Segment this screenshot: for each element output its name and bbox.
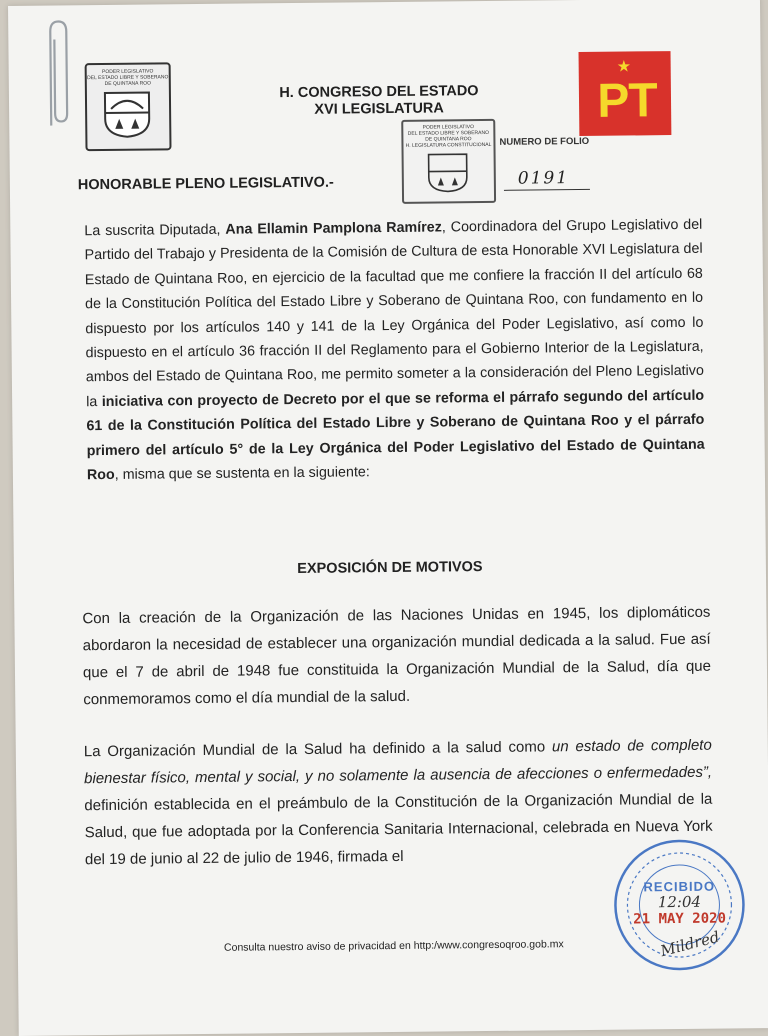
received-label: RECIBIDO [611,878,747,894]
folio-underline [504,189,590,191]
receiver-signature: Mildred [622,918,758,970]
para3-text-2: definición establecida en el preámbulo de la Constitución de la Organización Mundial de la Salud, que fue adoptada por la Conferencia Sanitaria Internacional, celebrada en Nueva York del 19 de junio al 22 de julio de 1946, firmada el [84,791,712,869]
party-logo-text: PT [587,73,668,130]
intro-text-2: , Coordinadora del Grupo Legislativo del Partido del Trabajo y Presidenta de la Comisión de Cultura de esta Honorable XVI Legislatura del Estado de Quintana Roo, en ejercicio de la facultad que me confiere la fracción II del artículo 68 de la Constitución Política del Estado Libre y Soberano de Quintana Roo, con fundamento en lo dispuesto por los artículos 140 y 141 de la Ley Orgánica del Poder Legislativo, así como lo dispuesto en el artículo 36 fracción II del Reglamento para el Gobierno Interior de la Legislatura, ambos del Estado de Quintana Roo, me permito someter a la consideración del Pleno Legislativo la [85,217,704,410]
legislature-stamp: PODER LEGISLATIVO DEL ESTADO LIBRE Y SOBERANO DE QUINTANA ROO H. LEGISLATURA CONSTITUCIONAL [401,119,496,204]
deputy-name: Ana Ellamin Pamplona Ramírez [225,219,442,237]
intro-paragraph [84,213,705,488]
section-heading: EXPOSICIÓN DE MOTIVOS [14,556,766,580]
header-title-line2: XVI LEGISLATURA [249,100,509,120]
received-date: 21 MAY 2020 [612,910,748,927]
folio-label: NUMERO DE FOLIO [499,136,589,148]
intro-text-3: , misma que se sustenta en la siguiente: [115,464,370,483]
para3-text-1: La Organización Mundial de la Salud ha definido a la salud como [84,738,552,760]
state-shield-icon [101,88,154,139]
motives-paragraph-1: Con la creación de la Organización de las Naciones Unidas en 1945, los diplomáticos abordaron la necesidad de establecer una organización mundial dedicada a la salud. Fue así que el 7 de abril de 1948 fue constituida la Organización Mundial de la Salud, día que conmemoramos como el día mundial de la salud. [82,599,711,714]
party-logo [579,51,672,136]
folio-number: 0191 [518,168,569,189]
who-definition-quote: un estado de completo bienestar físico, mental y social, y no solamente la ausencia de afecciones o enfermedades”, [84,737,712,788]
received-stamp [611,836,748,973]
intro-text-1: La suscrita Diputada, [84,222,225,239]
privacy-footer: Consulta nuestro aviso de privacidad en http:/www.congresoqroo.gob.mx [18,936,768,956]
header-title-line1: H. CONGRESO DEL ESTADO [249,83,509,103]
page-header-title [249,83,509,120]
congress-seal-logo: PODER LEGISLATIVO DEL ESTADO LIBRE Y SOBERANO DE QUINTANA ROO [85,62,172,151]
received-time: 12:04 [611,892,747,911]
document-page [8,0,768,1036]
addressee: HONORABLE PLENO LEGISLATIVO.- [78,175,334,194]
paperclip-icon [38,17,73,129]
stamp-shield-icon [426,151,470,193]
star-icon: ★ [617,59,632,75]
initiative-title: iniciativa con proyecto de Decreto por el que se reforma el párrafo segundo del artículo 61 de la Constitución Política del Estado Libre y Soberano de Quintana Roo y el párrafo primero del artículo 5° de la Ley Orgánica del Poder Legislativo del Estado de Quintana Roo [86,388,704,484]
